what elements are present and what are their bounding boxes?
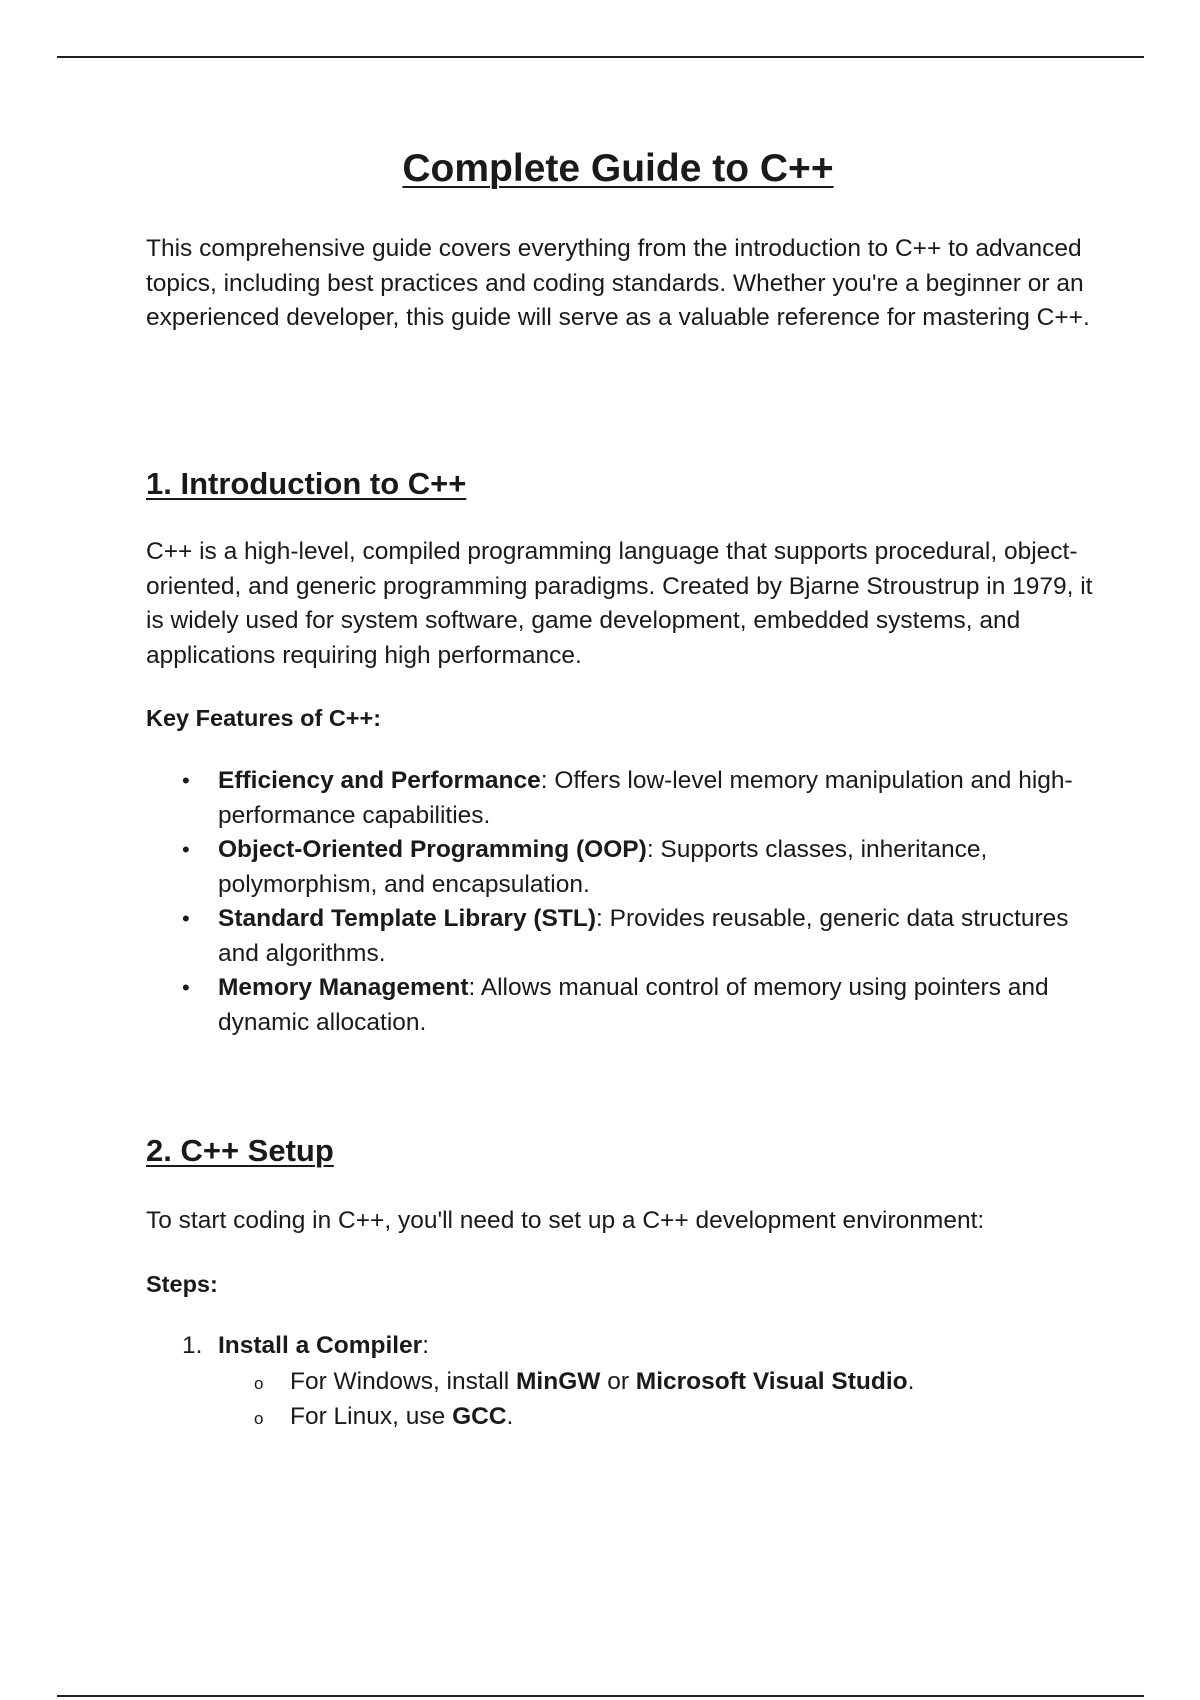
bullet-icon: • [182,768,190,793]
section-1-heading: 1. Introduction to C++ [146,466,467,501]
key-features-label: Key Features of C++: [146,705,382,731]
feature-term: Memory Management [218,974,469,1001]
sub-text: For Linux, use [290,1402,453,1430]
section-2-heading: 2. C++ Setup [146,1133,334,1168]
section-2-paragraph: To start coding in C++, you'll need to set up a C++ development environment: [146,1207,985,1234]
circle-bullet-icon: o [254,1408,264,1428]
list-item [218,1399,1096,1434]
feature-desc: : Allows manual control of memory using pointers and dynamic allocation. [218,974,1049,1036]
list-item [146,764,1096,833]
list-item [146,1329,1096,1434]
key-features-list [146,764,1096,1040]
bullet-icon: • [182,975,190,1000]
feature-term: Standard Template Library (STL) [218,905,596,932]
sub-text: or [600,1367,636,1395]
list-item [146,971,1096,1040]
feature-term: Efficiency and Performance [218,767,541,794]
intro-paragraph: This comprehensive guide covers everything from the introduction to C++ to advanced topics, including best practices and coding standards. Whether you're a beginner or an experienced developer, this guide will serve as a valuable reference for mastering C++. [146,235,1090,331]
feature-desc: : Provides reusable, generic data structures and algorithms. [218,905,1069,967]
sub-list [218,1364,1096,1434]
section-1-paragraph: C++ is a high-level, compiled programming language that supports procedural, object-oriented, and generic programming paradigms. Created by Bjarne Stroustrup in 1979, it is widely used for system software, game development, embedded systems, and applications requiring high performance. [146,538,1093,669]
bottom-rule [57,1695,1144,1697]
sub-text: . [907,1367,915,1395]
document-title: Complete Guide to C++ [402,147,834,190]
steps-label: Steps: [146,1271,218,1297]
list-item [146,902,1096,971]
list-item [146,833,1096,902]
top-rule [57,56,1144,58]
circle-bullet-icon: o [254,1373,264,1393]
feature-term: Object-Oriented Programming (OOP) [218,836,647,863]
sub-bold: Microsoft Visual Studio [635,1367,908,1395]
list-item [218,1364,1096,1399]
bullet-icon: • [182,906,190,931]
step-number: 1. [182,1332,203,1359]
feature-desc: : Supports classes, inheritance, polymorphism, and encapsulation. [218,836,988,898]
step-suffix: : [422,1332,430,1359]
sub-text: For Windows, install [290,1367,517,1395]
steps-list [146,1329,1096,1434]
step-term: Install a Compiler [218,1332,423,1359]
bullet-icon: • [182,837,190,862]
feature-desc: : Offers low-level memory manipulation and high-performance capabilities. [218,767,1073,829]
sub-bold: GCC [452,1402,507,1430]
sub-bold: MinGW [516,1367,601,1395]
sub-text: . [506,1402,514,1430]
